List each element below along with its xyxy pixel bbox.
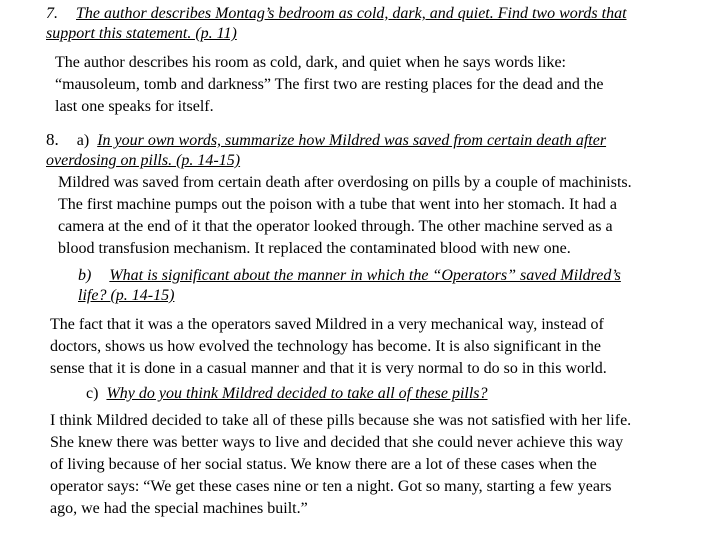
question-8b [78, 266, 621, 306]
answer-8c-line-5: ago, we had the special machines built.” [50, 500, 308, 517]
answer-8c-line-3: of living because of her social status. We know there are a lot of these cases when the [50, 456, 597, 473]
question-8a [46, 130, 606, 171]
answer-8c-line-4: operator says: “We get these cases nine or ten a night. Got so many, starting a few years [50, 478, 612, 495]
answer-8c [50, 410, 631, 520]
answer-8c-line-1: I think Mildred decided to take all of these pills because she was not satisfied with her life. [50, 412, 632, 429]
question-8c [86, 384, 488, 404]
question-8-number: 8. [46, 130, 59, 149]
question-8a-line-2: overdosing on pills. (p. 14-15) [46, 152, 241, 169]
question-8b-part: b) [78, 267, 92, 284]
question-7-number: 7. [46, 5, 58, 22]
answer-8b [50, 314, 607, 380]
question-8b-line-1: What is significant about the manner in which the “Operators” saved Mildred’s [109, 267, 621, 284]
answer-8b-line-3: sense that it is done in a casual manner and that it is very normal to do so in this world. [50, 360, 607, 377]
question-8c-part: c) [86, 385, 99, 402]
question-8a-part: a) [76, 132, 90, 149]
answer-8b-line-2: doctors, shows us how evolved the technology has become. It is also significant in the [50, 338, 602, 355]
answer-8a-line-4: blood transfusion mechanism. It replaced the contaminated blood with new one. [58, 240, 571, 257]
answer-8a-line-1: Mildred was saved from certain death after overdosing on pills by a couple of machinists. [58, 174, 632, 191]
question-7-line-1: The author describes Montag’s bedroom as cold, dark, and quiet. Find two words that [76, 5, 627, 22]
answer-8a [58, 172, 632, 260]
question-8a-line-1: In your own words, summarize how Mildred was saved from certain death after [97, 132, 607, 149]
answer-8a-line-3: camera at the end of it that the operator looked through. The other machine served as a [58, 218, 613, 235]
question-7-line-2: support this statement. (p. 11) [46, 25, 237, 42]
question-8c-text: Why do you think Mildred decided to take all of these pills? [106, 385, 488, 402]
answer-8b-line-1: The fact that it was a the operators saved Mildred in a very mechanical way, instead of [50, 316, 604, 333]
answer-7-line-1: The author describes his room as cold, dark, and quiet when he says words like: [55, 54, 566, 71]
question-7 [46, 4, 627, 44]
answer-8a-line-2: The first machine pumps out the poison with a tube that went into her stomach. It had a [58, 196, 617, 213]
question-8b-line-2: life? (p. 14-15) [78, 287, 175, 304]
answer-7-line-3: last one speaks for itself. [55, 98, 214, 115]
answer-8c-line-2: She knew there was better ways to live and decided that she could never achieve this way [50, 434, 624, 451]
answer-7 [55, 52, 603, 118]
answer-7-line-2: “mausoleum, tomb and darkness” The first two are resting places for the dead and the [55, 76, 604, 93]
